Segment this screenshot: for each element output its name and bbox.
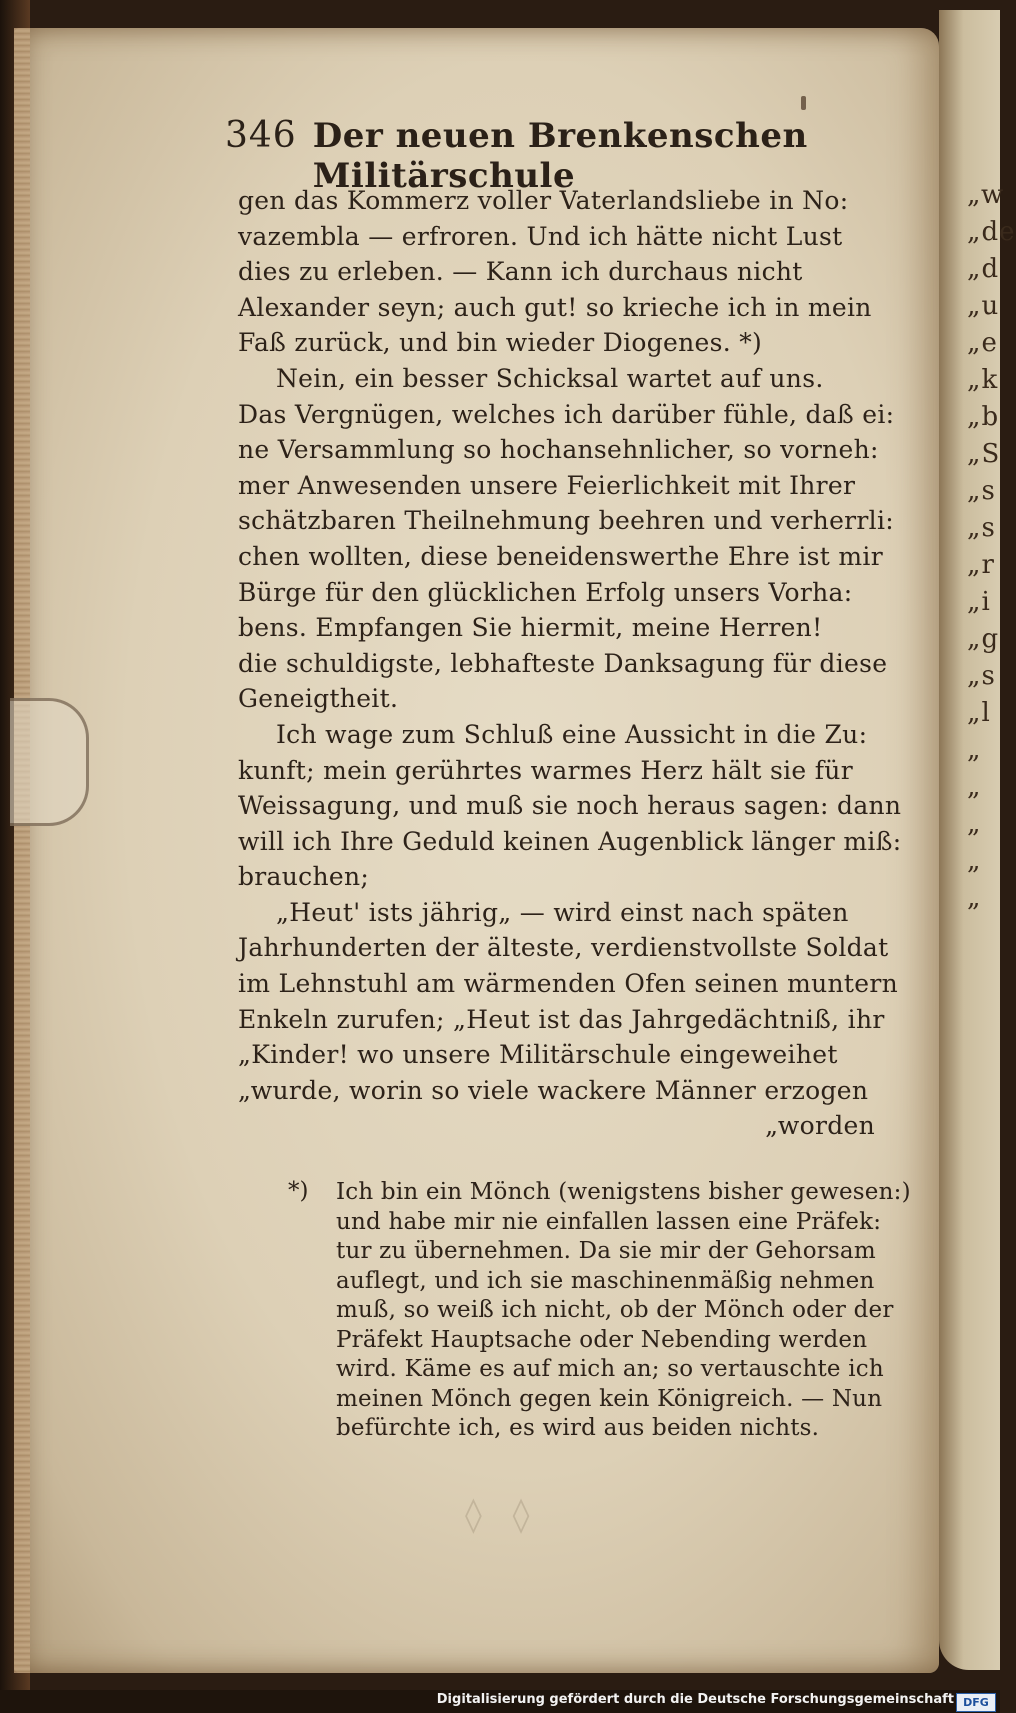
facing-page-fragment: „de	[967, 217, 1016, 247]
text-line: schätzbaren Theilnehmung beehren und verherrli:	[238, 506, 894, 536]
facing-page-fragment: „	[967, 883, 982, 913]
text-line: Enkeln zurufen; „Heut ist das Jahrgedächtniß, ihr	[238, 1004, 885, 1034]
text-line: „Heut' ists jährig„ — wird einst nach späten	[276, 897, 849, 927]
text-line: kunft; mein gerührtes warmes Herz hält sie für	[238, 755, 853, 785]
footnote	[288, 1178, 918, 1444]
facing-page-fragment: „b	[967, 402, 1000, 432]
footnote-line: Ich bin ein Mönch (wenigstens bisher gewesen:)	[336, 1179, 911, 1205]
text-line: Weissagung, und muß sie noch heraus sagen: dann	[238, 791, 902, 821]
facing-page-fragment: „	[967, 809, 982, 839]
facing-page-fragment: „k	[967, 365, 999, 395]
text-line: dies zu erleben. — Kann ich durchaus nicht	[238, 257, 803, 287]
text-line: Das Vergnügen, welches ich darüber fühle, daß ei:	[238, 399, 895, 429]
facing-page-fragment: „i	[967, 587, 991, 617]
footnote-line: auflegt, und ich sie maschinenmäßig nehmen	[336, 1267, 875, 1294]
facing-page-fragment: „r	[967, 550, 995, 580]
footnote-line: tur zu übernehmen. Da sie mir der Gehorsam	[336, 1238, 876, 1264]
text-line: vazembla — erfroren. Und ich hätte nicht Lust	[238, 221, 843, 251]
footnote-line: wird. Käme es auf mich an; so vertauschte ich	[336, 1356, 884, 1382]
page-number: 346	[225, 115, 297, 156]
footnote-line: meinen Mönch gegen kein Königreich. — Nun	[336, 1385, 883, 1412]
facing-page-fragment: „s	[967, 513, 996, 543]
facing-page-fragment: „s	[967, 661, 996, 691]
text-line: will ich Ihre Geduld keinen Augenblick länger miß:	[238, 826, 902, 856]
ink-smudge	[801, 96, 806, 110]
facing-page-fragment: „s	[967, 476, 996, 506]
footnote-line: und habe mir nie einfallen lassen eine Präfek:	[336, 1208, 882, 1235]
text-line: mer Anwesenden unsere Feierlichkeit mit Ihrer	[238, 470, 856, 500]
footnote-marker: *)	[288, 1178, 309, 1204]
catchword: „worden	[765, 1111, 875, 1141]
signature-mark: ◊ ◊	[465, 1495, 540, 1535]
text-line: ne Versammlung so hochansehnlicher, so vorneh:	[238, 435, 879, 465]
footnote-line: befürchte ich, es wird aus beiden nichts.	[336, 1415, 820, 1441]
facing-page-fragment: „S	[967, 439, 1001, 469]
digitization-credit: Digitalisierung gefördert durch die Deutsche Forschungsgemeinschaft	[436, 1692, 954, 1707]
facing-page-fragment: „u	[967, 291, 1000, 321]
text-line: im Lehnstuhl am wärmenden Ofen seinen muntern	[238, 969, 898, 999]
main-text-block	[238, 183, 902, 1144]
text-line: Jahrhunderten der älteste, verdienstvollste Soldat	[238, 933, 889, 963]
footnote-line: Präfekt Hauptsache oder Nebending werden	[336, 1326, 868, 1353]
text-line: chen wollten, diese beneidenswerthe Ehre ist mir	[238, 541, 883, 571]
text-line: Bürge für den glücklichen Erfolg unsers Vorha:	[238, 577, 853, 607]
footnote-lines	[288, 1178, 918, 1444]
text-line: Alexander seyn; auch gut! so krieche ich in mein	[238, 292, 872, 322]
facing-page-fragment: „g	[967, 624, 1000, 654]
facing-page-edge	[939, 10, 1016, 1670]
page-edges	[14, 28, 30, 1673]
facing-page-fragment: „d	[967, 254, 1000, 284]
text-line: Nein, ein besser Schicksal wartet auf uns.	[276, 363, 824, 393]
facing-page-fragment: „	[967, 846, 982, 876]
text-line: Ich wage zum Schluß eine Aussicht in die Zu:	[276, 719, 868, 749]
text-line: „Kinder! wo unsere Militärschule eingeweihet	[238, 1040, 838, 1070]
bookmark-clip	[10, 698, 89, 826]
footnote-line: muß, so weiß ich nicht, ob der Mönch oder der	[336, 1297, 894, 1323]
text-line: brauchen;	[238, 862, 370, 892]
facing-page-fragment: „w	[967, 180, 1005, 210]
text-line: bens. Empfangen Sie hiermit, meine Herren!	[238, 613, 823, 643]
facing-page-fragment: „l	[967, 698, 991, 728]
facing-page-fragment: „	[967, 772, 982, 802]
text-line: Geneigtheit.	[238, 684, 399, 714]
facing-page-fragment: „	[967, 735, 982, 765]
running-title: Der neuen Brenkenschen Militärschule	[312, 116, 808, 196]
text-line: die schuldigste, lebhafteste Danksagung für diese	[238, 648, 888, 678]
text-line: Faß zurück, und bin wieder Diogenes. *)	[238, 328, 763, 358]
facing-page-fragment: „e	[967, 328, 998, 358]
text-line: gen das Kommerz voller Vaterlandsliebe in No:	[238, 186, 849, 215]
text-line: „wurde, worin so viele wackere Männer erzogen	[238, 1075, 869, 1105]
dfg-logo: DFG	[956, 1693, 996, 1712]
